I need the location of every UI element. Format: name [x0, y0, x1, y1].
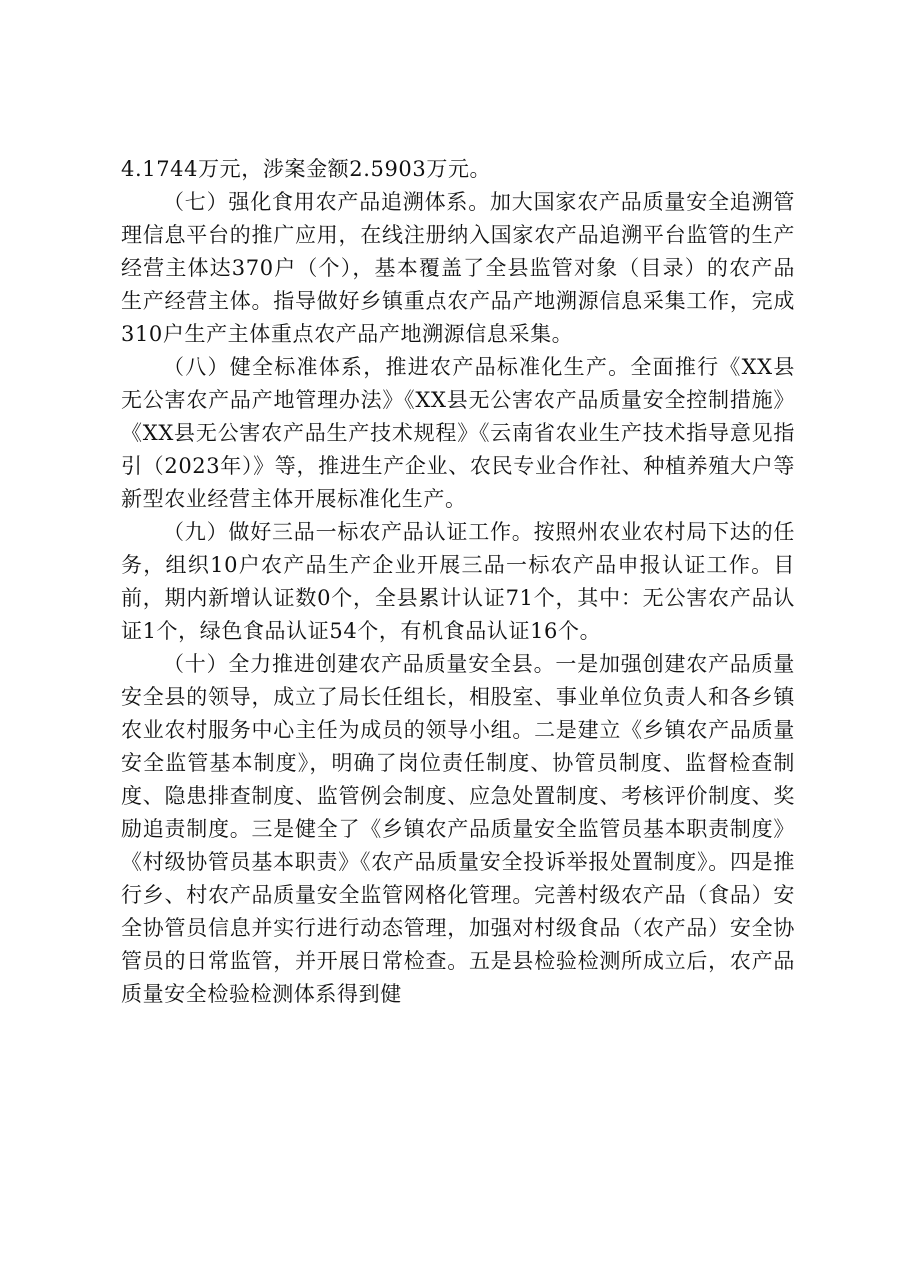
paragraph-section-7: （七）强化食用农产品追溯体系。加大国家农产品质量安全追溯管理信息平台的推广应用，在线注册纳入国家农产品追溯平台监管的生产经营主体达370户（个），基本覆盖了全县监管对象（目录）的农产品生产经营主体。指导做好乡镇重点农产品产地溯源信息采集工作，完成310户生产主体重点农产品产地溯源信息采集。	[121, 190, 795, 346]
paragraph-section-8: （八）健全标准体系，推进农产品标准化生产。全面推行《XX县无公害农产品产地管理办法》《XX县无公害农产品质量安全控制措施》《XX县无公害农产品生产技术规程》《云南省农业生产技术指导意见指引（2023年）》等，推进生产企业、农民专业合作社、种植养殖大户等新型农业经营主体开展标准化生产。	[121, 355, 795, 511]
document-body	[121, 153, 795, 1011]
paragraph-section-10: （十）全力推进创建农产品质量安全县。一是加强创建农产品质量安全县的领导，成立了局长任组长，相股室、事业单位负责人和各乡镇农业农村服务中心主任为成员的领导小组。二是建立《乡镇农产品质量安全监管基本制度》，明确了岗位责任制度、协管员制度、监督检查制度、隐患排查制度、监管例会制度、应急处置制度、考核评价制度、奖励追责制度。三是健全了《乡镇农产品质量安全监管员基本职责制度》《村级协管员基本职责》《农产品质量安全投诉举报处置制度》。四是推行乡、村农产品质量安全监管网格化管理。完善村级农产品（食品）安全协管员信息并实行进行动态管理，加强对村级食品（农产品）安全协管员的日常监管，并开展日常检查。五是县检验检测所成立后，农产品质量安全检验检测体系得到健	[121, 652, 795, 1006]
paragraph-continuation: 4.1744万元，涉案金额2.5903万元。	[121, 157, 492, 181]
paragraph-section-9: （九）做好三品一标农产品认证工作。按照州农业农村局下达的任务，组织10户农产品生产企业开展三品一标农产品申报认证工作。目前，期内新增认证数0个，全县累计认证71个，其中：无公害农产品认证1个，绿色食品认证54个，有机食品认证16个。	[121, 520, 795, 643]
